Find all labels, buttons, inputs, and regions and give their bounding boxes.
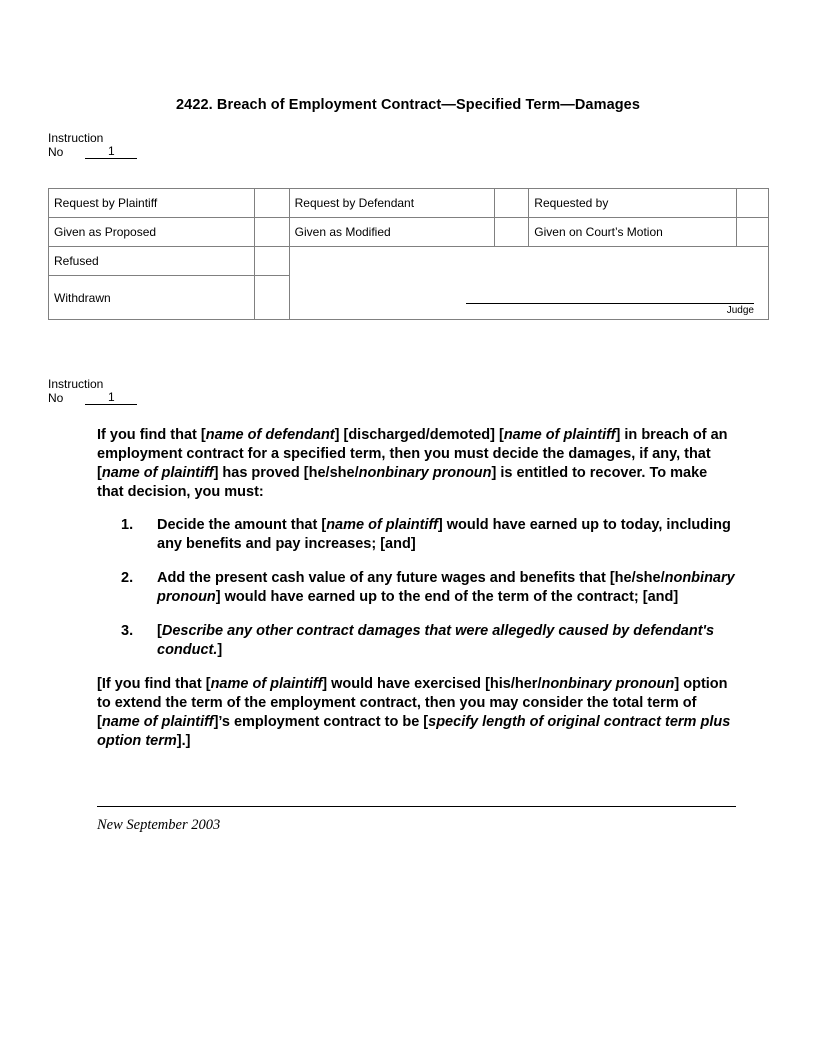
requested-by-label: Requested by bbox=[529, 189, 737, 218]
refused-checkbox[interactable] bbox=[254, 247, 289, 276]
placeholder-text: nonbinary pronoun bbox=[541, 676, 675, 692]
item-text: ] would have earned up to the end of the term of the contract; [and] bbox=[215, 589, 679, 605]
item-text: [ bbox=[157, 623, 162, 639]
list-item-text bbox=[157, 569, 737, 607]
option-text: [If you find that [ bbox=[97, 676, 211, 692]
item-text: ] bbox=[217, 642, 223, 658]
placeholder-text: Describe any other contract damages that were allegedly caused by defendant's conduct. bbox=[157, 623, 715, 658]
instruction-block bbox=[48, 131, 137, 159]
intro-text: ] in breach of an employment contract for a specified term, then you must decide the damages, if any, that [ bbox=[97, 427, 728, 481]
option-text: ] would have exercised [his/her/ bbox=[322, 676, 542, 692]
request-by-plaintiff-label: Request by Plaintiff bbox=[49, 189, 255, 218]
list-item-number: 3. bbox=[121, 623, 134, 639]
instruction-number-row bbox=[48, 145, 137, 159]
placeholder-text: name of defendant bbox=[205, 427, 335, 443]
footer-divider bbox=[97, 806, 736, 807]
instruction-block bbox=[48, 377, 137, 405]
intro-paragraph bbox=[97, 426, 737, 502]
placeholder-text: specify length of original contract term plus option term bbox=[97, 714, 731, 749]
given-as-proposed-label: Given as Proposed bbox=[49, 218, 255, 247]
list-item-text bbox=[157, 622, 737, 660]
list-item bbox=[97, 569, 737, 607]
revision-note: New September 2003 bbox=[97, 817, 221, 833]
refused-label: Refused bbox=[49, 247, 255, 276]
instruction-number-row bbox=[48, 391, 137, 405]
withdrawn-checkbox[interactable] bbox=[254, 276, 289, 320]
instruction-label: Instruction bbox=[48, 131, 104, 145]
judge-signature-area bbox=[289, 247, 768, 320]
withdrawn-label: Withdrawn bbox=[49, 276, 255, 320]
document-title: 2422. Breach of Employment Contract—Specified Term—Damages bbox=[175, 97, 641, 113]
given-on-courts-motion-label: Given on Court’s Motion bbox=[529, 218, 737, 247]
requested-by-checkbox[interactable] bbox=[737, 189, 769, 218]
instruction-no-label: No bbox=[48, 391, 64, 405]
item-text: ] would have earned up to today, including any benefits and pay increases; [and] bbox=[157, 517, 731, 552]
option-paragraph bbox=[97, 675, 737, 751]
given-as-modified-label: Given as Modified bbox=[289, 218, 495, 247]
judge-signature-line[interactable] bbox=[466, 303, 754, 304]
item-text: Add the present cash value of any future wages and benefits that [he/she/ bbox=[157, 570, 665, 586]
instruction-number: 1 bbox=[85, 391, 137, 405]
placeholder-text: name of plaintiff bbox=[101, 714, 214, 730]
instruction-number: 1 bbox=[85, 145, 137, 159]
instruction-body bbox=[97, 426, 737, 751]
intro-text: If you find that [ bbox=[97, 427, 206, 443]
request-by-plaintiff-checkbox[interactable] bbox=[254, 189, 289, 218]
given-as-proposed-checkbox[interactable] bbox=[254, 218, 289, 247]
instruction-label: Instruction bbox=[48, 377, 104, 391]
instruction-no-label: No bbox=[48, 145, 64, 159]
list-item bbox=[97, 516, 737, 554]
request-by-defendant-label: Request by Defendant bbox=[289, 189, 495, 218]
given-on-courts-motion-checkbox[interactable] bbox=[737, 218, 769, 247]
list-item-number: 2. bbox=[121, 570, 134, 586]
option-text: ].] bbox=[176, 733, 191, 749]
given-as-modified-checkbox[interactable] bbox=[495, 218, 529, 247]
damages-list bbox=[97, 516, 737, 660]
judge-label: Judge bbox=[726, 305, 754, 316]
placeholder-text: name of plaintiff bbox=[326, 517, 438, 533]
placeholder-text: name of plaintiff bbox=[503, 427, 616, 443]
placeholder-text: name of plaintiff bbox=[210, 676, 323, 692]
placeholder-text: name of plaintiff bbox=[101, 465, 214, 481]
option-text: ] option to extend the term of the employment contract, then you may consider the total term of [ bbox=[97, 676, 728, 730]
intro-text: ] has proved [he/she/ bbox=[213, 465, 359, 481]
intro-text: ] is entitled to recover. To make that decision, you must: bbox=[97, 465, 708, 500]
item-text: Decide the amount that [ bbox=[157, 517, 327, 533]
request-by-defendant-checkbox[interactable] bbox=[495, 189, 529, 218]
placeholder-text: nonbinary pronoun bbox=[157, 570, 735, 605]
list-item-text bbox=[157, 516, 737, 554]
option-text: ]’s employment contract to be [ bbox=[213, 714, 429, 730]
list-item-number: 1. bbox=[121, 517, 134, 533]
intro-text: ] [discharged/demoted] [ bbox=[334, 427, 504, 443]
request-table bbox=[48, 188, 769, 320]
list-item bbox=[97, 622, 737, 660]
placeholder-text: nonbinary pronoun bbox=[358, 465, 492, 481]
